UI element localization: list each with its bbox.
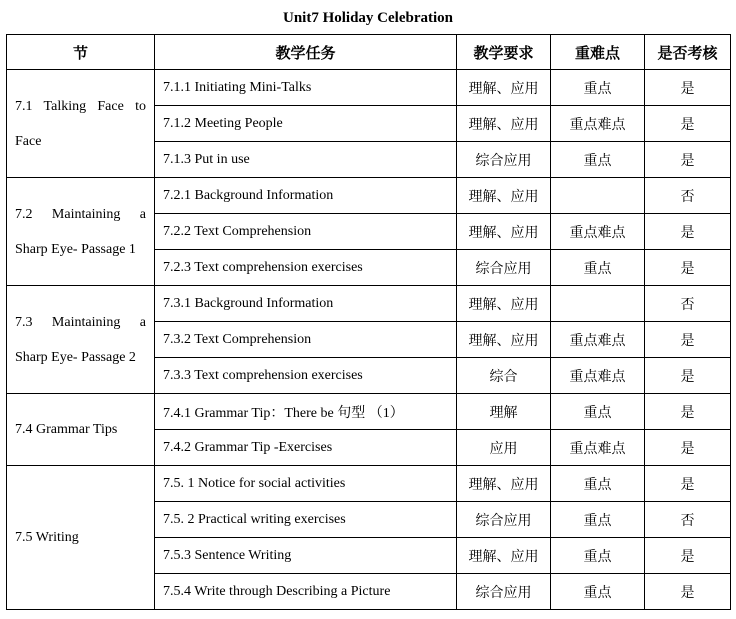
key-point-cell: 重点 (551, 466, 645, 502)
key-point-cell: 重点难点 (551, 106, 645, 142)
key-point-cell: 重点 (551, 574, 645, 610)
table-row (7, 286, 731, 322)
table-row (7, 178, 731, 214)
assessed-cell: 是 (645, 322, 731, 358)
teaching-tasks-table (6, 34, 731, 610)
key-point-cell: 重点难点 (551, 214, 645, 250)
table-row (7, 394, 731, 430)
assessed-cell: 否 (645, 178, 731, 214)
requirement-cell: 理解、应用 (457, 214, 551, 250)
key-point-cell: 重点 (551, 538, 645, 574)
table-row (7, 70, 731, 106)
task-cell: 7.5.3 Sentence Writing (155, 538, 457, 574)
requirement-cell: 理解、应用 (457, 178, 551, 214)
table-body (7, 70, 731, 610)
header-assessed: 是否考核 (645, 35, 731, 70)
requirement-cell: 理解、应用 (457, 322, 551, 358)
assessed-cell: 是 (645, 574, 731, 610)
requirement-cell: 理解、应用 (457, 538, 551, 574)
task-cell: 7.1.1 Initiating Mini-Talks (155, 70, 457, 106)
task-cell: 7.5. 2 Practical writing exercises (155, 502, 457, 538)
requirement-cell: 综合应用 (457, 142, 551, 178)
requirement-cell: 理解、应用 (457, 286, 551, 322)
requirement-cell: 理解、应用 (457, 70, 551, 106)
assessed-cell: 是 (645, 358, 731, 394)
assessed-cell: 是 (645, 250, 731, 286)
requirement-cell: 综合应用 (457, 502, 551, 538)
task-cell: 7.1.3 Put in use (155, 142, 457, 178)
header-key-point: 重难点 (551, 35, 645, 70)
header-requirement: 教学要求 (457, 35, 551, 70)
assessed-cell: 是 (645, 142, 731, 178)
task-cell: 7.2.2 Text Comprehension (155, 214, 457, 250)
table-row (7, 466, 731, 502)
section-cell (7, 466, 155, 610)
header-task: 教学任务 (155, 35, 457, 70)
assessed-cell: 是 (645, 430, 731, 466)
document-title: Unit7 Holiday Celebration (282, 10, 453, 26)
task-cell: 7.4.2 Grammar Tip -Exercises (155, 430, 457, 466)
key-point-cell: 重点 (551, 250, 645, 286)
key-point-cell: 重点 (551, 142, 645, 178)
assessed-cell: 是 (645, 70, 731, 106)
assessed-cell: 否 (645, 286, 731, 322)
assessed-cell: 是 (645, 466, 731, 502)
section-name: 7.2 Maintaining a Sharp Eye- Passage 1 (15, 206, 146, 257)
task-cell: 7.3.1 Background Information (155, 286, 457, 322)
requirement-cell: 应用 (457, 430, 551, 466)
task-cell: 7.2.1 Background Information (155, 178, 457, 214)
section-name: 7.1 Talking Face to Face (15, 98, 146, 149)
requirement-cell: 理解、应用 (457, 106, 551, 142)
key-point-cell (551, 286, 645, 322)
section-name: 7.5 Writing (15, 530, 79, 545)
requirement-cell: 理解、应用 (457, 466, 551, 502)
key-point-cell: 重点难点 (551, 358, 645, 394)
task-cell: 7.4.1 Grammar Tip：There be 句型 （1） (155, 394, 457, 430)
key-point-cell: 重点难点 (551, 430, 645, 466)
key-point-cell: 重点 (551, 70, 645, 106)
section-name: 7.3 Maintaining a Sharp Eye- Passage 2 (15, 314, 146, 365)
task-cell: 7.2.3 Text comprehension exercises (155, 250, 457, 286)
task-cell: 7.1.2 Meeting People (155, 106, 457, 142)
header-section: 节 (7, 35, 155, 70)
section-name: 7.4 Grammar Tips (15, 422, 118, 437)
table-header-row (7, 35, 731, 70)
section-cell (7, 178, 155, 286)
requirement-cell: 综合应用 (457, 250, 551, 286)
task-cell: 7.3.3 Text comprehension exercises (155, 358, 457, 394)
assessed-cell: 是 (645, 394, 731, 430)
assessed-cell: 是 (645, 214, 731, 250)
requirement-cell: 综合 (457, 358, 551, 394)
key-point-cell (551, 178, 645, 214)
section-cell (7, 394, 155, 466)
requirement-cell: 综合应用 (457, 574, 551, 610)
section-cell (7, 286, 155, 394)
assessed-cell: 否 (645, 502, 731, 538)
task-cell: 7.5.4 Write through Describing a Picture (155, 574, 457, 610)
key-point-cell: 重点 (551, 502, 645, 538)
assessed-cell: 是 (645, 538, 731, 574)
task-cell: 7.5. 1 Notice for social activities (155, 466, 457, 502)
key-point-cell: 重点难点 (551, 322, 645, 358)
section-cell (7, 70, 155, 178)
assessed-cell: 是 (645, 106, 731, 142)
task-cell: 7.3.2 Text Comprehension (155, 322, 457, 358)
key-point-cell: 重点 (551, 394, 645, 430)
requirement-cell: 理解 (457, 394, 551, 430)
